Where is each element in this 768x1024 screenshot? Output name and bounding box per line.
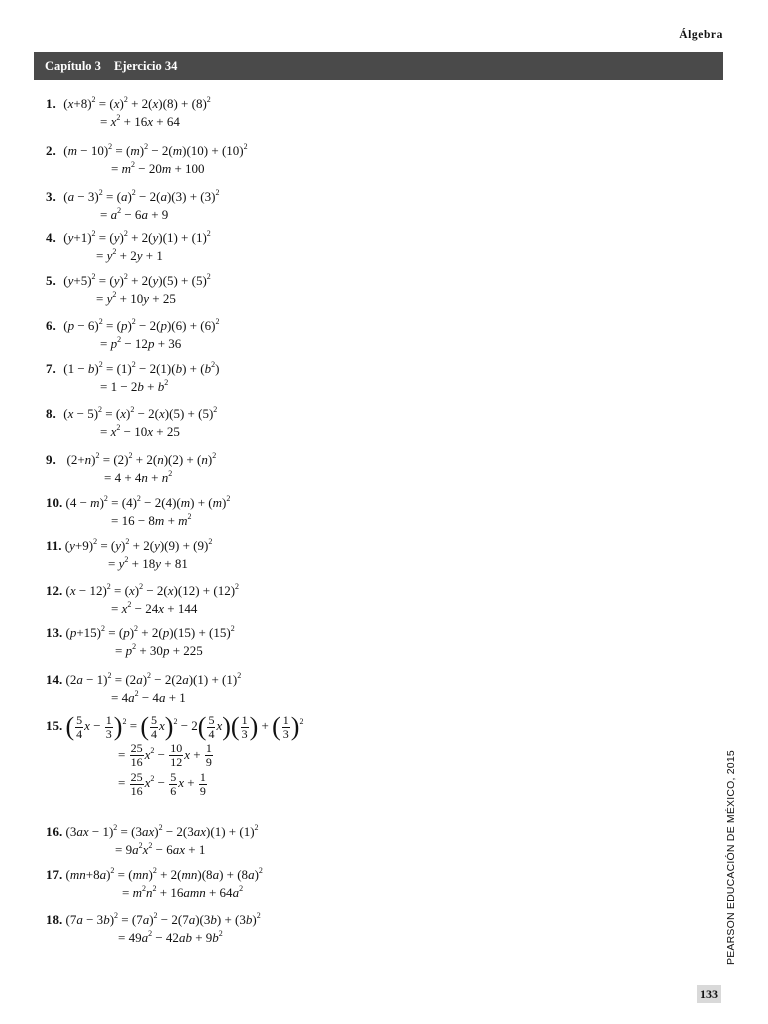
- exercise-item: [46, 582, 239, 618]
- exercise-item: [46, 229, 211, 265]
- exercise-result: = $x^2 - 10x + 25$: [100, 423, 180, 439]
- page-number: 133: [697, 985, 721, 1003]
- exercise-number: 12.: [46, 583, 63, 598]
- exercise-result: = $\frac{25}{16}$ $x^2$ − $\frac{5}{6}$ x + $\frac{1}{9}$: [118, 769, 206, 798]
- exercise-number: 13.: [46, 625, 63, 640]
- exercise-number: 9.: [46, 452, 56, 467]
- exercise-number: 15.: [46, 718, 63, 733]
- exercise-item: [46, 95, 211, 131]
- exercise-result: = $\frac{25}{16}$ $x^2$ − $\frac{10}{12}$ x + $\frac{1}{9}$: [118, 741, 212, 770]
- exercise-expansion: 3. $(a - 3)^2 = (a)^2 - 2(a)(3) + (3)^2$: [46, 188, 220, 204]
- exercise-expansion: 17. $(mn+8a)^2 = (mn)^2 + 2(mn)(8a) + (8a)^2$: [46, 866, 263, 882]
- exercise-result: = $y^2 + 2y + 1$: [96, 247, 163, 263]
- exercise-number: 4.: [46, 230, 56, 245]
- exercise-number: 18.: [46, 912, 63, 927]
- exercise-item: [46, 823, 259, 859]
- exercise-expansion: 12. $(x - 12)^2 = (x)^2 - 2(x)(12) + (12)^2$: [46, 582, 240, 598]
- exercise-number: 8.: [46, 406, 56, 421]
- exercise-number: 16.: [46, 824, 63, 839]
- exercise-item: [46, 537, 212, 573]
- exercise-number: 10.: [46, 495, 63, 510]
- exercise-item: [46, 911, 261, 947]
- exercise-label: Ejercicio 34: [114, 59, 178, 73]
- exercise-number: 5.: [46, 273, 56, 288]
- exercise-number: 17.: [46, 867, 63, 882]
- exercise-item: [46, 494, 230, 530]
- exercise-result: = $y^2 + 10y + 25$: [96, 290, 176, 306]
- exercise-expansion: 5. $(y+5)^2 = (y)^2 + 2(y)(5) + (5)^2$: [46, 272, 211, 288]
- exercise-result: = $m^2 - 20m + 100$: [111, 160, 205, 176]
- publisher-credit: PEARSON EDUCACIÓN DE MÉXICO, 2015: [725, 750, 737, 965]
- exercise-item: [46, 360, 219, 396]
- exercise-expansion: 7. $(1 - b)^2 = (1)^2 - 2(1)(b) + (b^2)$: [46, 360, 220, 376]
- exercise-expansion: 15. ( $\frac{5}{4}$ x − $\frac{1}{3}$ )$^2$ = ( $\frac{5}{4}$ x)$^2$ − 2( $\frac{5}{4}$ x)( $\frac{1}{3}$ ) + ( $\frac{1}{3}$ )$^2$: [46, 712, 304, 742]
- exercise-number: 11.: [46, 538, 62, 553]
- exercise-number: 2.: [46, 143, 56, 158]
- exercise-result: = $p^2 + 30p + 225$: [115, 642, 203, 658]
- exercise-item: [46, 866, 263, 902]
- exercise-expansion: 8. $(x - 5)^2 = (x)^2 - 2(x)(5) + (5)^2$: [46, 405, 218, 421]
- exercise-item: [46, 624, 235, 660]
- exercise-result: = $x^2 - 24x + 144$: [111, 600, 198, 616]
- exercise-result: = $y^2 + 18y + 81$: [108, 555, 188, 571]
- exercise-result: = $x^2 + 16x + 64$: [100, 113, 180, 129]
- exercise-expansion: 1. $(x+8)^2 = (x)^2 + 2(x)(8) + (8)^2$: [46, 95, 211, 111]
- exercise-item: [46, 142, 248, 178]
- exercise-item: [46, 451, 216, 487]
- exercise-expansion: 2. $(m - 10)^2 = (m)^2 - 2(m)(10) + (10)^2$: [46, 142, 248, 158]
- exercise-item: [46, 712, 303, 798]
- exercise-number: 3.: [46, 189, 56, 204]
- exercise-item: [46, 188, 219, 224]
- exercise-number: 14.: [46, 672, 63, 687]
- exercise-number: 6.: [46, 318, 56, 333]
- exercise-item: [46, 317, 219, 353]
- exercise-result: = $1 - 2b + b^2$: [100, 378, 169, 394]
- exercise-item: [46, 405, 217, 441]
- exercise-expansion: 9. $(2+n)^2 = (2)^2 + 2(n)(2) + (n)^2$: [46, 451, 217, 467]
- exercise-result: = $4a^2 - 4a + 1$: [111, 689, 186, 705]
- exercise-result: = $16 - 8m + m^2$: [111, 512, 192, 528]
- exercise-expansion: 16. $(3ax - 1)^2 = (3ax)^2 - 2(3ax)(1) + (1)^2$: [46, 823, 259, 839]
- page-header-title: Álgebra: [679, 29, 723, 41]
- exercise-expansion: 6. $(p - 6)^2 = (p)^2 - 2(p)(6) + (6)^2$: [46, 317, 220, 333]
- exercise-result: = $49a^2 - 42ab + 9b^2$: [118, 929, 223, 945]
- exercise-expansion: 18. $(7a - 3b)^2 = (7a)^2 - 2(7a)(3b) + (3b)^2$: [46, 911, 261, 927]
- exercise-expansion: 4. $(y+1)^2 = (y)^2 + 2(y)(1) + (1)^2$: [46, 229, 211, 245]
- exercise-result: = $a^2 - 6a + 9$: [100, 206, 169, 222]
- exercise-expansion: 11. $(y+9)^2 = (y)^2 + 2(y)(9) + (9)^2$: [46, 537, 213, 553]
- exercise-expansion: 14. $(2a - 1)^2 = (2a)^2 - 2(2a)(1) + (1)^2$: [46, 671, 242, 687]
- exercise-number: 7.: [46, 361, 56, 376]
- exercise-item: [46, 272, 211, 308]
- exercise-result: = $m^2n^2 + 16amn + 64a^2$: [122, 884, 244, 900]
- exercise-result: = $4 + 4n + n^2$: [104, 469, 173, 485]
- exercise-expansion: 10. $(4 - m)^2 = (4)^2 - 2(4)(m) + (m)^2$: [46, 494, 231, 510]
- chapter-label: Capítulo 3: [45, 59, 101, 73]
- exercise-item: [46, 671, 241, 707]
- exercise-expansion: 13. $(p+15)^2 = (p)^2 + 2(p)(15) + (15)^2$: [46, 624, 235, 640]
- exercise-number: 1.: [46, 96, 56, 111]
- exercise-result: = $9a^2x^2 - 6ax + 1$: [115, 841, 206, 857]
- exercise-result: = $p^2 - 12p + 36$: [100, 335, 182, 351]
